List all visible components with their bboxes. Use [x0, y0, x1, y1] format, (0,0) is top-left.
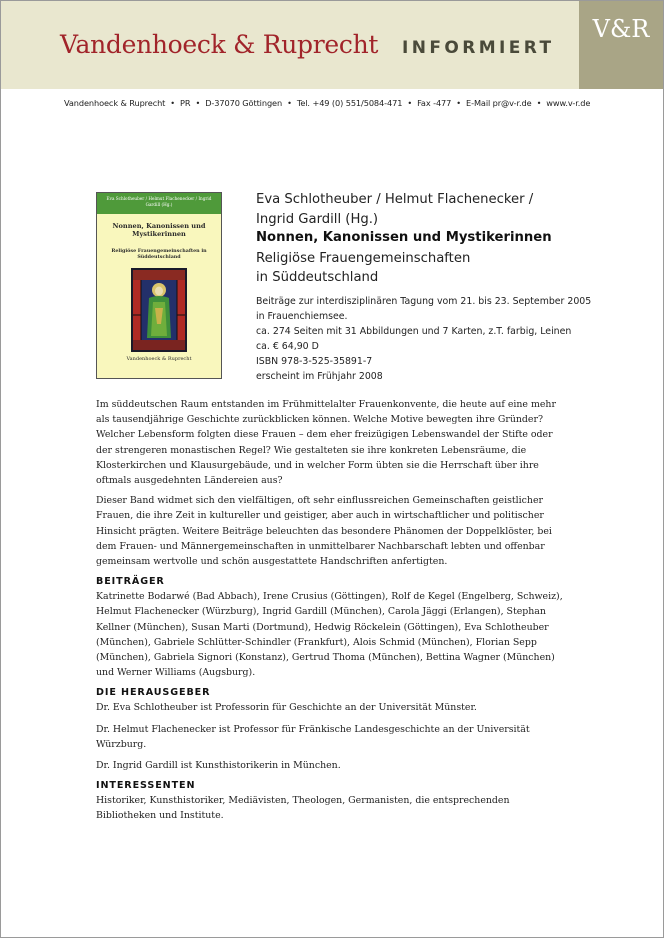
separator-bullet: •	[456, 98, 462, 108]
audience-text: Historiker, Kunsthistoriker, Mediävisten, Theologen, Germanisten, die entsprechenden Bibliotheken und Institute.	[96, 795, 510, 822]
detail-line: in Frauenchiemsee.	[256, 311, 348, 322]
book-title: Nonnen, Kanonissen und Mystikerinnen	[256, 230, 552, 245]
editor-bio: Dr. Eva Schlotheuber ist Professorin für Geschichte an der Universität Münster.	[96, 702, 477, 714]
editors-heading: DIE HERAUSGEBER	[96, 687, 211, 699]
detail-line: Beiträge zur interdisziplinären Tagung vom 21. bis 23. September 2005	[256, 296, 592, 307]
separator-bullet: •	[170, 98, 176, 108]
address-publisher: Vandenhoeck & Ruprecht	[64, 98, 166, 108]
cover-publisher: Vandenhoeck & Ruprecht	[126, 356, 192, 362]
vr-logo-text: V&R	[592, 15, 650, 43]
book-subtitle	[256, 249, 586, 287]
address-web[interactable]: www.v-r.de	[546, 98, 591, 108]
separator-bullet: •	[287, 98, 292, 108]
detail-release: erscheint im Frühjahr 2008	[256, 371, 383, 382]
intro-paragraph-1: Im süddeutschen Raum entstanden im Frühmittelalter Frauenkonvente, die heute auf eine mehr als tausendjährige Geschichte zurückblicken können. Welche Motive bewegten ihre Gründer? Welcher Lebensform folgten diese Frauen – dem eher freizügigen Lebenswandel der Stifte oder der strengeren monastischen Regel? Wie gestalteten sie ihre konkreten Lebensräume, die Klosterkirchen und Klausurgebäude, und in welcher Form übten sie die Herrschaft über ihre oftmals ausgedehnten Ländereien aus?	[96, 399, 556, 487]
subtitle-line-2: in Süddeutschland	[256, 270, 379, 285]
book-details	[256, 294, 592, 384]
address-dept: PR	[180, 98, 191, 108]
address-fax: Fax -477	[417, 98, 452, 108]
editor-bio: Dr. Ingrid Gardill ist Kunsthistorikerin in München.	[96, 760, 341, 772]
publisher-wordmark: Vandenhoeck & Ruprecht	[60, 30, 379, 59]
address-email[interactable]: E-Mail pr@v-r.de	[466, 98, 532, 108]
cover-author-band	[97, 193, 221, 214]
address-line	[64, 98, 590, 108]
subtitle-line-1: Religiöse Frauengemeinschaften	[256, 251, 471, 266]
address-tel: Tel. +49 (0) 551/5084-471	[296, 98, 403, 108]
cover-subtitle: Religiöse Frauengemeinschaften in Süddeutschland	[111, 248, 207, 260]
detail-line: ca. 274 Seiten mit 31 Abbildungen und 7 Karten, z.T. farbig, Leinen	[256, 326, 572, 337]
editor-bio: Dr. Helmut Flachenecker ist Professor für Fränkische Landesgeschichte an der Universität Würzburg.	[96, 723, 530, 750]
authors-line-1: Eva Schlotheuber / Helmut Flachenecker /	[256, 192, 534, 207]
authors-line-2: Ingrid Gardill (Hg.)	[256, 212, 379, 227]
detail-isbn: ISBN 978-3-525-35891-7	[256, 356, 373, 367]
book-authors	[256, 190, 586, 230]
separator-bullet: •	[195, 98, 201, 108]
address-city: D-37070 Göttingen	[205, 98, 283, 108]
separator-bullet: •	[407, 98, 413, 108]
separator-bullet: •	[536, 98, 542, 108]
book-cover	[96, 192, 222, 379]
vr-logo	[579, 1, 663, 89]
contributors-heading: BEITRÄGER	[96, 576, 165, 588]
detail-price: ca. € 64,90 D	[256, 341, 319, 352]
contributors-list: Katrinette Bodarwé (Bad Abbach), Irene Crusius (Göttingen), Rolf de Kegel (Engelberg, Schweiz), Helmut Flachenecker (Würzburg), Ingrid Gardill (München), Carola Jäggi (Erlangen), Stephan Kellner (München), Susan Marti (Dortmund), Hedwig Röckelein (Göttingen), Eva Schlotheuber (München), Gabriele Schlütter-Schindler (Frankfurt), Alois Schmid (München), Florian Sepp (München), Gabriela Signori (Konstanz), Gertrud Thoma (München), Bettina Wagner (München) und Werner Williams (Augsburg).	[96, 591, 563, 679]
stained-glass-image	[131, 268, 187, 352]
audience-heading: INTERESSENTEN	[96, 780, 196, 792]
cover-authors: Eva Schlotheuber / Helmut Flachenecker / Ingrid Gardill (Hg.)	[106, 196, 212, 207]
cover-title: Nonnen, Kanonissen und Mystikerinnen	[112, 222, 206, 238]
body-text	[96, 397, 571, 829]
header-tagline: INFORMIERT	[402, 38, 555, 58]
intro-paragraph-2: Dieser Band widmet sich den vielfältigen, oft sehr einflussreichen Gemeinschaften geistlicher Frauen, die ihre Zeit in kultureller und geistiger, aber auch in wirtschaftlicher und politischer Hinsicht prägten. Weitere Beiträge beleuchten das besondere Phänomen der Doppelklöster, bei dem Frauen- und Männergemeinschaften in unmittelbarer Nachbarschaft lebten und offenbar gemeinsam wertvolle und schön ausgestattete Handschriften anfertigten.	[96, 495, 552, 568]
